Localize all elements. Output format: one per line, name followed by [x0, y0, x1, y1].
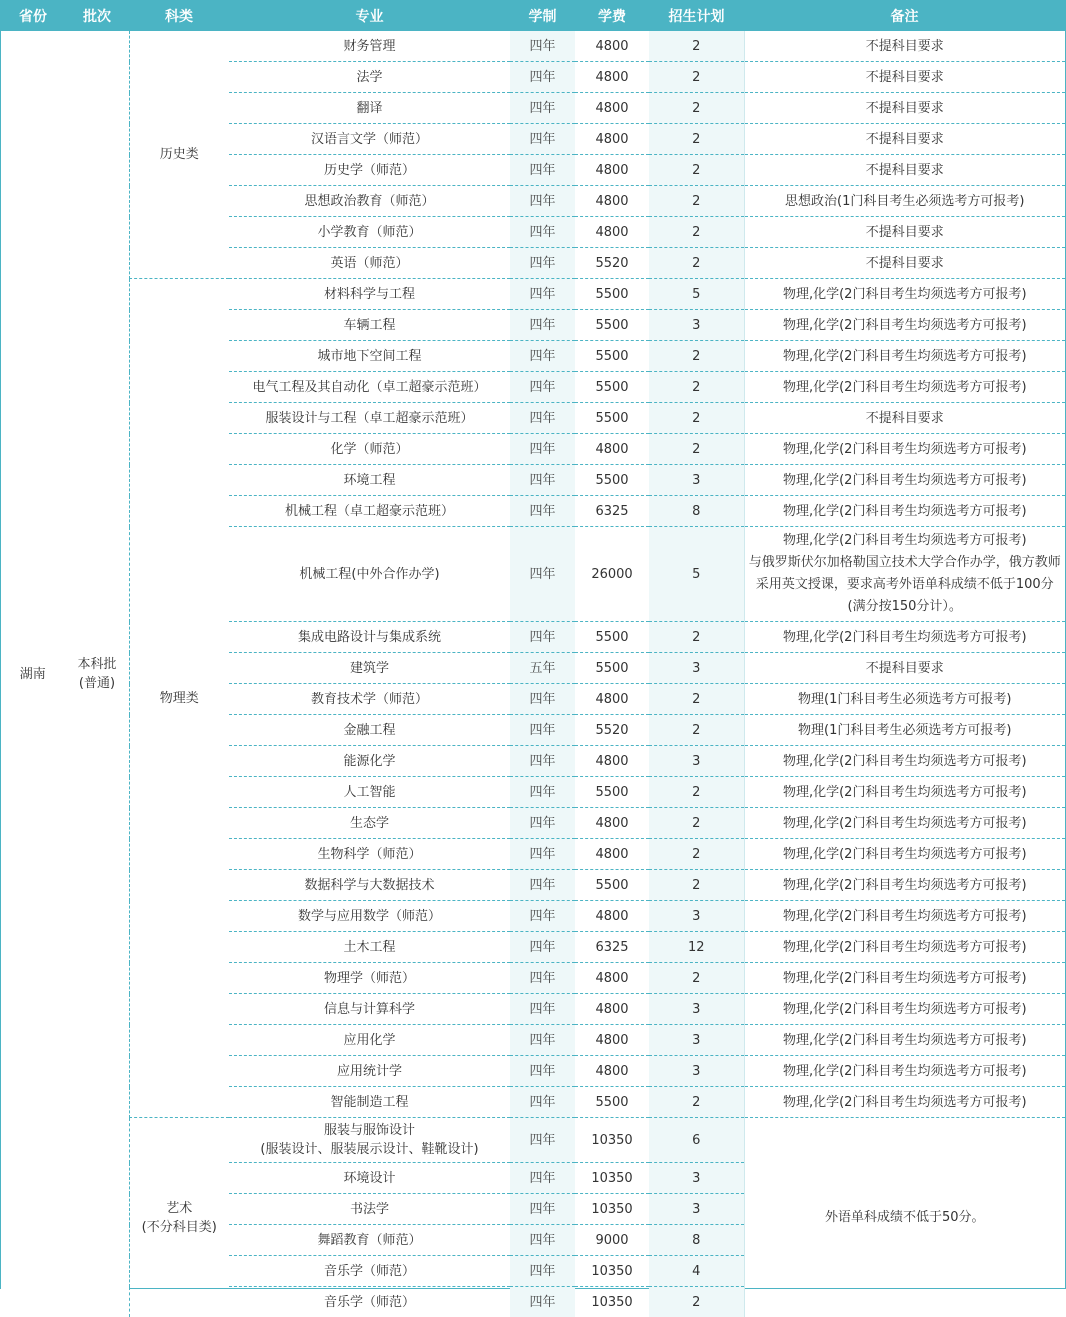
major-cell: 教育技术学（师范） — [229, 684, 510, 715]
major-cell: 书法学 — [229, 1194, 510, 1225]
plan-cell: 3 — [649, 1194, 744, 1225]
plan-cell: 3 — [649, 901, 744, 932]
table-row — [1, 31, 1065, 62]
note-cell: 不提科目要求 — [744, 124, 1065, 155]
plan-cell: 2 — [649, 777, 744, 808]
major-cell: 财务管理 — [229, 31, 510, 62]
fee-cell: 5500 — [575, 653, 649, 684]
major-cell: 人工智能 — [229, 777, 510, 808]
plan-cell: 2 — [649, 372, 744, 403]
note-cell: 物理(1门科目考生必须选考方可报考) — [744, 684, 1065, 715]
major-cell: 机械工程(中外合作办学) — [229, 527, 510, 622]
duration-cell: 四年 — [510, 684, 575, 715]
table-row — [1, 279, 1065, 310]
fee-cell: 4800 — [575, 808, 649, 839]
fee-cell: 4800 — [575, 155, 649, 186]
fee-cell: 4800 — [575, 93, 649, 124]
duration-cell: 四年 — [510, 527, 575, 622]
note-cell: 物理,化学(2门科目考生均须选考方可报考) — [744, 622, 1065, 653]
header-category: 科类 — [129, 1, 229, 31]
fee-cell: 4800 — [575, 684, 649, 715]
duration-cell: 四年 — [510, 622, 575, 653]
header-plan: 招生计划 — [649, 1, 744, 31]
fee-cell: 4800 — [575, 746, 649, 777]
major-cell: 集成电路设计与集成系统 — [229, 622, 510, 653]
duration-cell: 四年 — [510, 403, 575, 434]
note-cell: 物理,化学(2门科目考生均须选考方可报考) — [744, 1087, 1065, 1118]
note-cell: 物理,化学(2门科目考生均须选考方可报考) — [744, 1025, 1065, 1056]
major-cell: 环境工程 — [229, 465, 510, 496]
duration-cell: 四年 — [510, 248, 575, 279]
header-duration: 学制 — [510, 1, 575, 31]
note-cell: 物理,化学(2门科目考生均须选考方可报考) — [744, 434, 1065, 465]
major-cell: 舞蹈教育（师范） — [229, 1225, 510, 1256]
fee-cell: 6325 — [575, 932, 649, 963]
major-cell: 建筑学 — [229, 653, 510, 684]
batch-sublabel: (普通) — [66, 674, 129, 693]
plan-cell: 2 — [649, 715, 744, 746]
note-cell: 物理,化学(2门科目考生均须选考方可报考) — [744, 994, 1065, 1025]
plan-cell: 5 — [649, 279, 744, 310]
fee-cell: 5500 — [575, 622, 649, 653]
note-cell: 物理(1门科目考生必须选考方可报考) — [744, 715, 1065, 746]
plan-cell: 3 — [649, 465, 744, 496]
duration-cell: 四年 — [510, 839, 575, 870]
duration-cell: 四年 — [510, 1056, 575, 1087]
duration-cell: 四年 — [510, 310, 575, 341]
plan-cell: 2 — [649, 1287, 744, 1317]
note-cell: 物理,化学(2门科目考生均须选考方可报考) — [744, 808, 1065, 839]
major-cell: 生物科学（师范） — [229, 839, 510, 870]
duration-cell: 四年 — [510, 1163, 575, 1194]
plan-cell: 2 — [649, 124, 744, 155]
duration-cell: 四年 — [510, 1256, 575, 1287]
plan-cell: 2 — [649, 870, 744, 901]
plan-cell: 8 — [649, 496, 744, 527]
note-cell: 物理,化学(2门科目考生均须选考方可报考) — [744, 932, 1065, 963]
duration-cell: 四年 — [510, 31, 575, 62]
major-cell: 机械工程（卓工超豪示范班） — [229, 496, 510, 527]
fee-cell: 4800 — [575, 434, 649, 465]
category-history-cell: 历史类 — [129, 31, 229, 279]
plan-cell: 3 — [649, 1163, 744, 1194]
duration-cell: 四年 — [510, 777, 575, 808]
plan-cell: 2 — [649, 186, 744, 217]
major-cell: 物理学（师范） — [229, 963, 510, 994]
plan-cell: 3 — [649, 653, 744, 684]
duration-cell: 四年 — [510, 62, 575, 93]
duration-cell: 四年 — [510, 870, 575, 901]
note-line: 物理,化学(2门科目考生均须选考方可报考) — [745, 530, 1066, 552]
plan-cell: 2 — [649, 31, 744, 62]
major-cell: 金融工程 — [229, 715, 510, 746]
major-cell: 车辆工程 — [229, 310, 510, 341]
batch-cell — [65, 31, 129, 1317]
admission-plan-table — [1, 1, 1065, 1317]
note-cell: 思想政治(1门科目考生必须选考方可报考) — [744, 186, 1065, 217]
duration-cell: 四年 — [510, 901, 575, 932]
category-physics-cell: 物理类 — [129, 279, 229, 1118]
major-cell: 英语（师范） — [229, 248, 510, 279]
plan-cell: 12 — [649, 932, 744, 963]
major-cell: 城市地下空间工程 — [229, 341, 510, 372]
major-cell: 化学（师范） — [229, 434, 510, 465]
major-cell: 信息与计算科学 — [229, 994, 510, 1025]
note-cell: 不提科目要求 — [744, 93, 1065, 124]
table-header-row — [1, 1, 1065, 31]
plan-cell: 3 — [649, 1025, 744, 1056]
note-cell: 不提科目要求 — [744, 653, 1065, 684]
major-cell — [229, 1118, 510, 1163]
major-line: 服装与服饰设计 — [229, 1121, 510, 1140]
fee-cell: 10350 — [575, 1163, 649, 1194]
duration-cell: 五年 — [510, 653, 575, 684]
major-cell: 生态学 — [229, 808, 510, 839]
major-cell: 环境设计 — [229, 1163, 510, 1194]
major-cell: 翻译 — [229, 93, 510, 124]
note-cell: 物理,化学(2门科目考生均须选考方可报考) — [744, 901, 1065, 932]
category-art-cell — [129, 1118, 229, 1317]
fee-cell: 5500 — [575, 341, 649, 372]
fee-cell: 6325 — [575, 496, 649, 527]
duration-cell: 四年 — [510, 1287, 575, 1317]
major-cell: 材料科学与工程 — [229, 279, 510, 310]
table-row — [1, 1118, 1065, 1163]
major-cell: 数学与应用数学（师范） — [229, 901, 510, 932]
header-major: 专业 — [229, 1, 510, 31]
fee-cell: 4800 — [575, 186, 649, 217]
major-cell: 应用统计学 — [229, 1056, 510, 1087]
fee-cell: 5500 — [575, 310, 649, 341]
fee-cell: 10350 — [575, 1256, 649, 1287]
duration-cell: 四年 — [510, 1194, 575, 1225]
duration-cell: 四年 — [510, 1225, 575, 1256]
note-cell: 物理,化学(2门科目考生均须选考方可报考) — [744, 341, 1065, 372]
note-line: 采用英文授课，要求高考外语单科成绩不低于100分 — [745, 574, 1066, 596]
plan-cell: 3 — [649, 310, 744, 341]
fee-cell: 5500 — [575, 403, 649, 434]
plan-cell: 2 — [649, 808, 744, 839]
fee-cell: 5500 — [575, 777, 649, 808]
note-cell: 物理,化学(2门科目考生均须选考方可报考) — [744, 310, 1065, 341]
plan-cell: 2 — [649, 93, 744, 124]
note-line: (满分按150分计）。 — [745, 596, 1066, 618]
fee-cell: 4800 — [575, 839, 649, 870]
major-cell: 能源化学 — [229, 746, 510, 777]
major-cell: 小学教育（师范） — [229, 217, 510, 248]
fee-cell: 4800 — [575, 124, 649, 155]
fee-cell: 4800 — [575, 1056, 649, 1087]
header-province: 省份 — [1, 1, 65, 31]
duration-cell: 四年 — [510, 808, 575, 839]
plan-cell: 2 — [649, 434, 744, 465]
fee-cell: 4800 — [575, 31, 649, 62]
duration-cell: 四年 — [510, 465, 575, 496]
note-cell: 物理,化学(2门科目考生均须选考方可报考) — [744, 839, 1065, 870]
plan-cell: 2 — [649, 622, 744, 653]
major-line: (服装设计、服装展示设计、鞋靴设计) — [229, 1140, 510, 1159]
header-batch: 批次 — [65, 1, 129, 31]
note-cell-art: 外语单科成绩不低于50分。 — [744, 1118, 1065, 1317]
fee-cell: 5500 — [575, 372, 649, 403]
note-line: 与俄罗斯伏尔加格勒国立技术大学合作办学，俄方教师 — [745, 552, 1066, 574]
batch-label: 本科批 — [66, 655, 129, 674]
fee-cell: 10350 — [575, 1118, 649, 1163]
note-cell: 物理,化学(2门科目考生均须选考方可报考) — [744, 1056, 1065, 1087]
category-art-label: 艺术 — [130, 1199, 230, 1218]
major-cell: 数据科学与大数据技术 — [229, 870, 510, 901]
header-note: 备注 — [744, 1, 1065, 31]
duration-cell: 四年 — [510, 1025, 575, 1056]
duration-cell: 四年 — [510, 746, 575, 777]
fee-cell: 4800 — [575, 901, 649, 932]
plan-cell: 4 — [649, 1256, 744, 1287]
note-cell: 物理,化学(2门科目考生均须选考方可报考) — [744, 777, 1065, 808]
fee-cell: 4800 — [575, 62, 649, 93]
duration-cell: 四年 — [510, 963, 575, 994]
plan-cell: 2 — [649, 217, 744, 248]
fee-cell: 5520 — [575, 248, 649, 279]
duration-cell: 四年 — [510, 434, 575, 465]
fee-cell: 5500 — [575, 1087, 649, 1118]
duration-cell: 四年 — [510, 124, 575, 155]
duration-cell: 四年 — [510, 1118, 575, 1163]
note-cell: 不提科目要求 — [744, 248, 1065, 279]
duration-cell: 四年 — [510, 217, 575, 248]
note-cell: 物理,化学(2门科目考生均须选考方可报考) — [744, 870, 1065, 901]
note-cell: 不提科目要求 — [744, 155, 1065, 186]
fee-cell: 4800 — [575, 1025, 649, 1056]
header-fee: 学费 — [575, 1, 649, 31]
note-cell: 物理,化学(2门科目考生均须选考方可报考) — [744, 279, 1065, 310]
plan-cell: 2 — [649, 341, 744, 372]
fee-cell: 5520 — [575, 715, 649, 746]
fee-cell: 5500 — [575, 465, 649, 496]
note-cell: 物理,化学(2门科目考生均须选考方可报考) — [744, 746, 1065, 777]
fee-cell: 4800 — [575, 963, 649, 994]
major-cell: 音乐学（师范） — [229, 1287, 510, 1317]
duration-cell: 四年 — [510, 155, 575, 186]
fee-cell: 5500 — [575, 279, 649, 310]
plan-cell: 3 — [649, 994, 744, 1025]
fee-cell: 4800 — [575, 217, 649, 248]
note-cell: 物理,化学(2门科目考生均须选考方可报考) — [744, 372, 1065, 403]
duration-cell: 四年 — [510, 93, 575, 124]
duration-cell: 四年 — [510, 186, 575, 217]
duration-cell: 四年 — [510, 341, 575, 372]
plan-cell: 2 — [649, 403, 744, 434]
plan-cell: 2 — [649, 155, 744, 186]
plan-cell: 3 — [649, 1056, 744, 1087]
duration-cell: 四年 — [510, 496, 575, 527]
major-cell: 土木工程 — [229, 932, 510, 963]
duration-cell: 四年 — [510, 1087, 575, 1118]
duration-cell: 四年 — [510, 932, 575, 963]
duration-cell: 四年 — [510, 715, 575, 746]
plan-cell: 6 — [649, 1118, 744, 1163]
note-cell: 物理,化学(2门科目考生均须选考方可报考) — [744, 496, 1065, 527]
plan-cell: 8 — [649, 1225, 744, 1256]
fee-cell: 4800 — [575, 994, 649, 1025]
plan-cell: 2 — [649, 684, 744, 715]
note-cell: 物理,化学(2门科目考生均须选考方可报考) — [744, 465, 1065, 496]
plan-cell: 2 — [649, 839, 744, 870]
note-cell: 物理,化学(2门科目考生均须选考方可报考) — [744, 963, 1065, 994]
plan-cell: 3 — [649, 746, 744, 777]
fee-cell: 10350 — [575, 1194, 649, 1225]
fee-cell: 5500 — [575, 870, 649, 901]
note-cell: 不提科目要求 — [744, 217, 1065, 248]
major-cell: 音乐学（师范） — [229, 1256, 510, 1287]
plan-cell: 2 — [649, 248, 744, 279]
category-art-sublabel: (不分科目类) — [130, 1218, 230, 1237]
fee-cell: 26000 — [575, 527, 649, 622]
major-cell: 电气工程及其自动化（卓工超豪示范班） — [229, 372, 510, 403]
plan-cell: 5 — [649, 527, 744, 622]
major-cell: 应用化学 — [229, 1025, 510, 1056]
table-body — [1, 31, 1065, 1317]
fee-cell: 10350 — [575, 1287, 649, 1317]
major-cell: 历史学（师范） — [229, 155, 510, 186]
major-cell: 思想政治教育（师范） — [229, 186, 510, 217]
plan-cell: 2 — [649, 963, 744, 994]
note-cell: 不提科目要求 — [744, 403, 1065, 434]
major-cell: 服装设计与工程（卓工超豪示范班） — [229, 403, 510, 434]
note-cell — [744, 527, 1065, 622]
major-cell: 汉语言文学（师范） — [229, 124, 510, 155]
note-cell: 不提科目要求 — [744, 31, 1065, 62]
major-cell: 智能制造工程 — [229, 1087, 510, 1118]
duration-cell: 四年 — [510, 279, 575, 310]
duration-cell: 四年 — [510, 994, 575, 1025]
fee-cell: 9000 — [575, 1225, 649, 1256]
plan-cell: 2 — [649, 1087, 744, 1118]
province-cell: 湖南 — [1, 31, 65, 1317]
note-cell: 不提科目要求 — [744, 62, 1065, 93]
duration-cell: 四年 — [510, 372, 575, 403]
plan-cell: 2 — [649, 62, 744, 93]
major-cell: 法学 — [229, 62, 510, 93]
